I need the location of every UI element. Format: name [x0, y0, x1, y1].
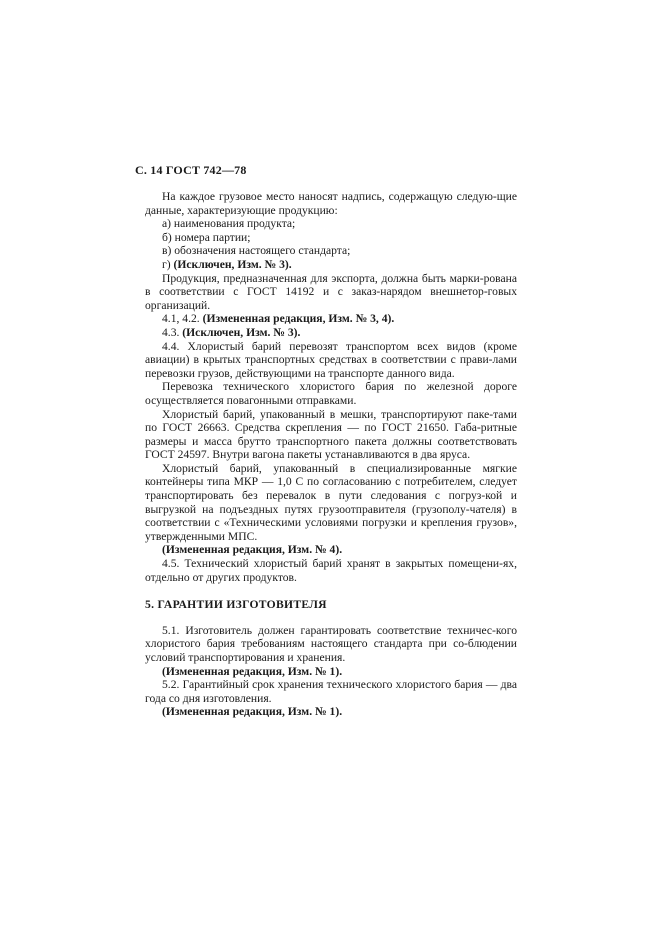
clause-4-1-note: (Измененная редакция, Изм. № 3, 4).: [202, 312, 395, 326]
list-item-a: а) наименования продукта;: [162, 217, 296, 231]
paragraph-containers: Хлористый барий, упакованный в специализированные мягкие контейнеры типа МКР — 1,0 С по согласованию с потребителем, следует транспортировать без перевалок в пути следования с погруз-кой и выгрузкой на подъездных путях грузоотправителя (грузополу-чателя) в соответствии с «Техническими условиями погрузки и крепления грузов», утвержденными МПС.: [145, 461, 517, 543]
clause-4-1-number: 4.1, 4.2.: [162, 312, 200, 326]
list-item-g-prefix: г): [162, 257, 171, 271]
revision-note-4: (Измененная редакция, Изм. № 4).: [162, 543, 343, 557]
list-item-v: в) обозначения настоящего стандарта;: [162, 244, 351, 258]
clause-4-3: [145, 326, 517, 340]
clause-4-3-note: (Исключен, Изм. № 3).: [182, 325, 301, 339]
clause-5-2: 5.2. Гарантийный срок хранения технического хлористого бария — два года со дня изготовления.: [145, 678, 517, 705]
clause-4-1: [145, 312, 517, 326]
paragraph-rail: Перевозка технического хлористого бария по железной дороге осуществляется повагонными отправками.: [145, 380, 517, 407]
paragraph-bags: Хлористый барий, упакованный в мешки, транспортируют паке-тами по ГОСТ 26663. Средства скрепления — по ГОСТ 21650. Габа-ритные размеры и масса брутто транспортного пакета должны соответствовать ГОСТ 24597. Внутри вагона пакеты устанавливаются в два яруса.: [145, 407, 517, 462]
list-item-g: [145, 258, 517, 272]
clause-4-4: 4.4. Хлористый барий перевозят транспортом всех видов (кроме авиации) в крытых транспортных средствах в соответствии с прави-лами перевозки грузов, действующими на транспорте данного вида.: [145, 339, 517, 380]
clause-5-1: 5.1. Изготовитель должен гарантировать соответствие техничес-кого хлористого бария требованиям настоящего стандарта при со-блюдении условий транспортирования и хранения.: [145, 623, 517, 664]
paragraph-export: Продукция, предназначенная для экспорта, должна быть марки-рована в соответствии с ГОСТ 14192 и с заказ-нарядом внешнетор-говых организаций.: [145, 271, 517, 312]
section-5-heading: 5. ГАРАНТИИ ИЗГОТОВИТЕЛЯ: [145, 598, 327, 612]
page-header: С. 14 ГОСТ 742—78: [135, 163, 247, 177]
clause-4-3-number: 4.3.: [162, 325, 180, 339]
clause-4-5: 4.5. Технический хлористый барий хранят в закрытых помещени-ях, отдельно от других продуктов.: [145, 557, 517, 584]
list-item-b: б) номера партии;: [162, 230, 251, 244]
document-body: [145, 190, 517, 719]
list-item-g-note: (Исключен, Изм. № 3).: [173, 257, 292, 271]
paragraph-marking: На каждое грузовое место наносят надпись, содержащую следую-щие данные, характеризующие продукцию:: [145, 190, 517, 217]
revision-note-1b: (Измененная редакция, Изм. № 1).: [162, 705, 343, 719]
revision-note-1a: (Измененная редакция, Изм. № 1).: [162, 664, 343, 678]
